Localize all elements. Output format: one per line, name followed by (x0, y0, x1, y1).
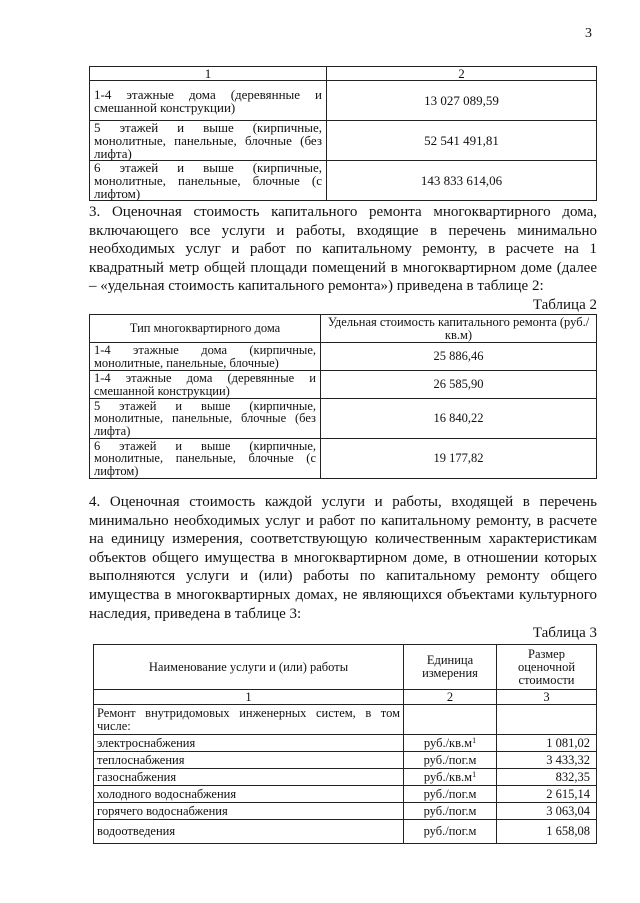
footnote-mark: 1 (472, 769, 477, 779)
house-type-cell: 6 этажей и выше (кирпичные, монолитные, панельные, блочные (с лифтом) (90, 161, 327, 201)
group-row (94, 705, 597, 735)
table-row (90, 343, 597, 371)
unit-cell (404, 752, 497, 769)
unit-text: руб./кв.м (423, 735, 473, 750)
cost-cell: 832,35 (497, 769, 597, 786)
service-name-cell: электроснабжения (94, 735, 404, 752)
unit-cell (404, 769, 497, 786)
house-type-cell: 5 этажей и выше (кирпичные, монолитные, панельные, блочные (без лифта) (90, 121, 327, 161)
cost-cell: 3 063,04 (497, 803, 597, 820)
table-row (90, 399, 597, 439)
col-number-1: 1 (90, 67, 327, 81)
col-number-3: 3 (497, 690, 597, 705)
unit-cell (404, 735, 497, 752)
table-row (94, 735, 597, 752)
header-service-name: Наименование услуги и (или) работы (94, 645, 404, 690)
header-house-type: Тип многоквартирного дома (90, 315, 321, 343)
service-name-cell: холодного водоснабжения (94, 786, 404, 803)
col-number-1: 1 (94, 690, 404, 705)
table-header-row (94, 645, 597, 690)
service-name-cell: водоотведения (94, 820, 404, 844)
header-cost: Размер оценочной стоимости (497, 645, 597, 690)
table-row (90, 371, 597, 399)
unit-text: руб./кв.м (423, 769, 473, 784)
empty-cell (497, 705, 597, 735)
table-3-caption: Таблица 3 (532, 625, 597, 641)
cost-cell: 52 541 491,81 (327, 121, 597, 161)
table-row (90, 81, 597, 121)
cost-cell: 26 585,90 (321, 371, 597, 399)
unit-text: руб./пог.м (423, 752, 477, 767)
table-row (94, 803, 597, 820)
unit-cell (404, 820, 497, 844)
unit-cell (404, 803, 497, 820)
house-type-cell: 5 этажей и выше (кирпичные, монолитные, панельные, блочные (без лифта) (90, 399, 321, 439)
unit-text: руб./пог.м (423, 786, 477, 801)
house-type-cell: 1-4 этажные дома (деревянные и смешанной конструкции) (90, 371, 321, 399)
house-type-cell: 1-4 этажные дома (кирпичные, монолитные, панельные, блочные) (90, 343, 321, 371)
table-row (94, 786, 597, 803)
paragraph-3: 3. Оценочная стоимость капитального ремонта многоквартирного дома, включающего все услуги и работы, входящие в перечень минимально необходимых услуг и работ по капитальному ремонту, в расчете на 1 квадратный метр общей площади помещений в многоквартирном доме (далее – «удельная стоимость капитального ремонта») приведена в таблице 2: (89, 204, 597, 295)
unit-cell (404, 786, 497, 803)
service-name-cell: горячего водоснабжения (94, 803, 404, 820)
cost-cell: 1 658,08 (497, 820, 597, 844)
cost-cell: 13 027 089,59 (327, 81, 597, 121)
table-row (94, 769, 597, 786)
cost-cell: 3 433,32 (497, 752, 597, 769)
unit-text: руб./пог.м (423, 803, 477, 818)
cost-cell: 143 833 614,06 (327, 161, 597, 201)
header-unit: Единица измерения (404, 645, 497, 690)
empty-cell (404, 705, 497, 735)
house-type-cell: 6 этажей и выше (кирпичные, монолитные, панельные, блочные (с лифтом) (90, 439, 321, 479)
page-number: 3 (585, 26, 592, 41)
house-cost-table (89, 66, 597, 201)
unit-cost-table (89, 314, 597, 479)
cost-cell: 1 081,02 (497, 735, 597, 752)
col-number-row (94, 690, 597, 705)
paragraph-4: 4. Оценочная стоимость каждой услуги и работы, входящей в перечень минимально необходимых услуг и работ по капитальному ремонту, в расчете на единицу измерения, соответствующую количественным характеристикам объектов общего имущества в многоквартирном доме, в отношении которых выполняются услуги и (или) работы по капитальному ремонту общего имущества в многоквартирных домах, не являющихся объектами культурного наследия, приведена в таблице 3: (89, 494, 597, 622)
col-number-2: 2 (327, 67, 597, 81)
house-type-cell: 1-4 этажные дома (деревянные и смешанной конструкции) (90, 81, 327, 121)
unit-text: руб./пог.м (423, 824, 477, 838)
header-unit-cost: Удельная стоимость капитального ремонта (руб./кв.м) (321, 315, 597, 343)
table-row (90, 161, 597, 201)
footnote-mark: 1 (472, 735, 477, 745)
service-name-cell: газоснабжения (94, 769, 404, 786)
cost-cell: 25 886,46 (321, 343, 597, 371)
table-row (90, 439, 597, 479)
group-label: Ремонт внутридомовых инженерных систем, в том числе: (94, 705, 404, 735)
table-header-row (90, 315, 597, 343)
table-row (94, 820, 597, 844)
table-row (94, 752, 597, 769)
cost-cell: 16 840,22 (321, 399, 597, 439)
cost-cell: 2 615,14 (497, 786, 597, 803)
col-number-2: 2 (404, 690, 497, 705)
service-name-cell: теплоснабжения (94, 752, 404, 769)
cost-cell: 19 177,82 (321, 439, 597, 479)
table-header-row (90, 67, 597, 81)
service-cost-table (93, 644, 597, 844)
table-2-caption: Таблица 2 (532, 297, 597, 313)
table-row (90, 121, 597, 161)
